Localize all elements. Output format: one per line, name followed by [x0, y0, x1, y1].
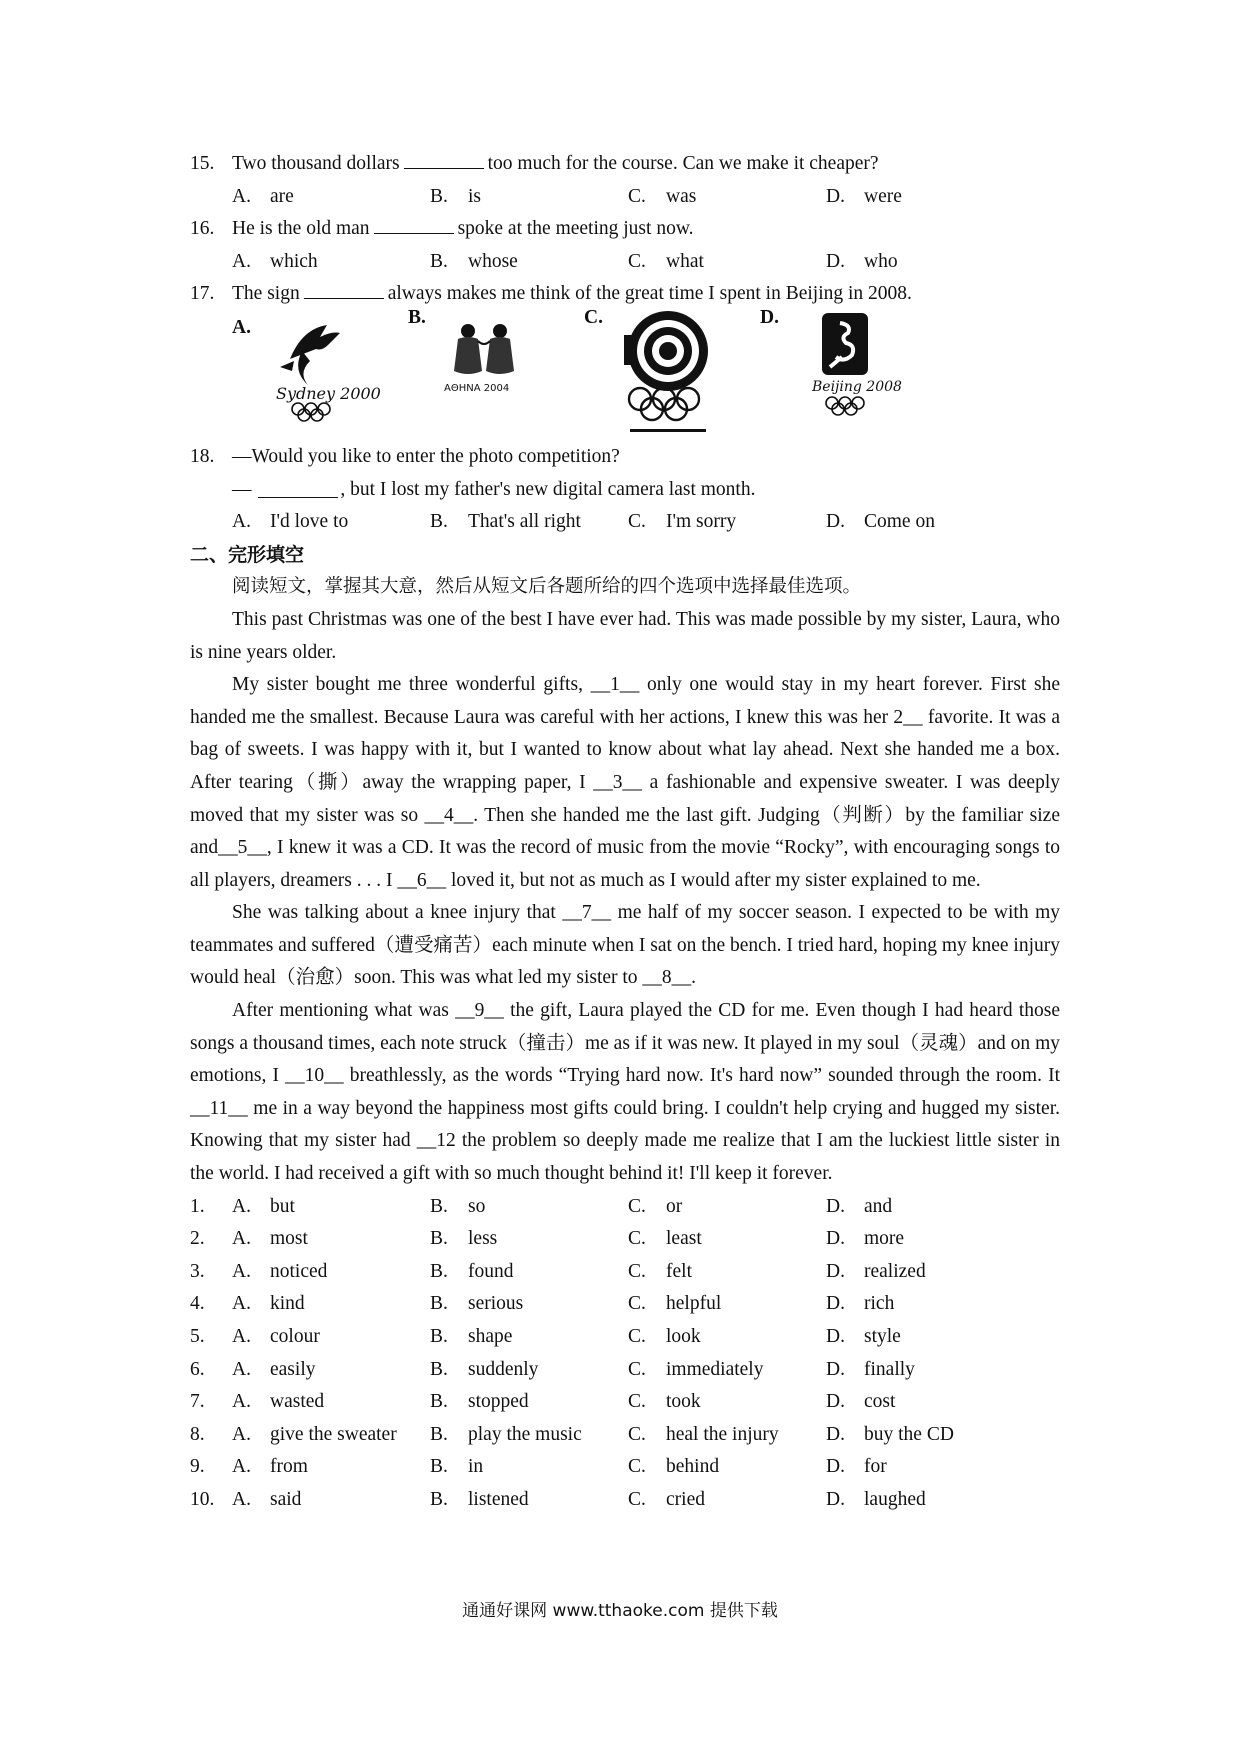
question-stem-post: always makes me think of the great time I spent in Beijing in 2008.	[387, 283, 912, 305]
item-number: 5.	[190, 1326, 205, 1347]
option-a: A. are	[232, 185, 294, 207]
answer-blank	[258, 477, 338, 498]
option-a: A. give the sweater	[232, 1423, 397, 1445]
option-d: D. Come on	[826, 511, 935, 533]
option-b: B. shape	[430, 1326, 513, 1347]
question-16	[190, 213, 1060, 246]
question-18-line-2: — , but I lost my father's new digital camera last month.	[232, 478, 756, 500]
question-stem-pre: The sign	[232, 283, 300, 305]
cloze-option-row	[190, 1419, 1060, 1452]
question-18-options	[190, 506, 1060, 539]
option-c: C. took	[628, 1391, 701, 1413]
item-number: 8.	[190, 1423, 205, 1445]
option-b: B. serious	[430, 1293, 524, 1315]
option-b: B. so	[430, 1195, 486, 1217]
athens-2004-mascots-icon	[408, 311, 568, 441]
option-b: B. in	[430, 1456, 484, 1478]
option-d: D. and	[826, 1195, 893, 1217]
section-title: 二、完形填空	[190, 543, 305, 566]
answer-blank	[304, 278, 384, 299]
exam-page	[190, 148, 1060, 1517]
option-d: D. realized	[826, 1260, 926, 1282]
option-c: C. immediately	[628, 1358, 764, 1380]
answer-blank	[404, 148, 484, 169]
seoul-1988-logo-icon	[584, 311, 744, 441]
question-stem-pre: He is the old man	[232, 218, 370, 240]
option-a: A. colour	[232, 1326, 320, 1347]
option-c: C. heal the injury	[628, 1423, 779, 1445]
logo-option-c: C.	[584, 311, 744, 441]
option-c: C. felt	[628, 1260, 692, 1282]
olympic-logo-options	[232, 306, 1060, 441]
option-c: C. or	[628, 1195, 683, 1217]
item-number: 3.	[190, 1260, 205, 1282]
option-a: A. said	[232, 1488, 302, 1510]
cloze-option-row	[190, 1191, 1060, 1224]
option-d: D. buy the CD	[826, 1423, 954, 1445]
question-number: 17.	[190, 283, 215, 305]
cloze-option-row	[190, 1451, 1060, 1484]
question-15	[190, 148, 1060, 181]
question-number: 16.	[190, 218, 215, 240]
question-16-options	[190, 246, 1060, 279]
option-d: D. style	[826, 1326, 901, 1347]
logo-option-b: B. AΘHNA 2004	[408, 311, 568, 441]
item-number: 4.	[190, 1293, 205, 1315]
svg-text:AΘHNA 2004: AΘHNA 2004	[444, 382, 510, 394]
logo-option-d: D. Beijing 2008	[760, 311, 920, 441]
passage-paragraph-2: My sister bought me three wonderful gifts, __1__ only one would stay in my heart forever. First she handed me the smallest. Because Laura was careful with her actions, I knew this was her 2__ favorite. It was a bag of sweets. I was happy with it, but I wanted to know about what lay ahead. Next she handed me a box. After tearing（撕）away the wrapping paper, I __3__ a fashionable and expensive sweater. I was deeply moved that my sister was so __4__. Then she handed me the last gift. Judging（判断）by the familiar size and__5__, I knew it was a CD. It was the record of music from the movie “Rocky”, with encouraging songs to all players, dreamers . . . I __6__ loved it, but not as much as I would after my sister explained to me.	[190, 674, 1060, 891]
option-d: D. rich	[826, 1293, 895, 1315]
option-d: D. more	[826, 1228, 905, 1250]
question-18	[190, 441, 1060, 474]
question-number: 18.	[190, 445, 215, 467]
option-d: D. were	[826, 185, 902, 207]
sydney-2000-logo-icon	[232, 311, 392, 441]
option-c: C. was	[628, 185, 697, 207]
option-a: A. but	[232, 1195, 295, 1217]
item-number: 6.	[190, 1358, 205, 1380]
option-a: A. wasted	[232, 1391, 325, 1413]
cloze-option-row	[190, 1354, 1060, 1387]
question-stem-pre: Two thousand dollars	[232, 153, 400, 174]
svg-text:Beijing 2008: Beijing 2008	[812, 378, 902, 395]
option-c: C. cried	[628, 1488, 705, 1510]
question-stem-post: too much for the course. Can we make it cheaper?	[487, 153, 879, 174]
question-number: 15.	[190, 153, 215, 174]
option-b: B. stopped	[430, 1391, 529, 1413]
option-c: C. helpful	[628, 1293, 722, 1315]
item-number: 1.	[190, 1195, 205, 1217]
passage-paragraph-4: After mentioning what was __9__ the gift, Laura played the CD for me. Even though I had heard those songs a thousand times, each note struck（撞击）me as if it was new. It played in my soul（灵魂）and on my emotions, I __10__ breathlessly, as the words “Trying hard now. It's hard now” sounded through the room. It __11__ me in a way beyond the happiness most gifts could bring. I couldn't help crying and hugged my sister. Knowing that my sister had __12 the problem so deeply made me realize that I am the luckiest little sister in the world. I had received a gift with so much thought behind it! I'll keep it forever.	[190, 1000, 1060, 1185]
option-d: D. finally	[826, 1358, 915, 1380]
cloze-options-list	[190, 1191, 1060, 1517]
cloze-option-row	[190, 1223, 1060, 1256]
option-b: B. play the music	[430, 1423, 582, 1445]
cloze-option-row	[190, 1288, 1060, 1321]
option-c: C. I'm sorry	[628, 511, 737, 533]
option-b: B. That's all right	[430, 511, 581, 533]
option-b: B. listened	[430, 1488, 529, 1510]
option-a: A. noticed	[232, 1260, 328, 1282]
cloze-option-row	[190, 1256, 1060, 1289]
beijing-2008-logo-icon	[760, 311, 920, 441]
cloze-option-row	[190, 1321, 1060, 1354]
option-d: D. for	[826, 1456, 887, 1478]
option-c: C. behind	[628, 1456, 720, 1478]
option-c: C. what	[628, 250, 704, 272]
item-number: 2.	[190, 1228, 205, 1250]
option-a: A. which	[232, 250, 318, 272]
option-a: A. I'd love to	[232, 511, 349, 533]
item-number: 10.	[190, 1488, 215, 1510]
option-d: D. who	[826, 250, 898, 272]
dialogue-line-1: —Would you like to enter the photo competition?	[232, 445, 620, 467]
question-17	[190, 278, 1060, 311]
section-instruction: 阅读短文，掌握其大意，然后从短文后各题所给的四个选项中选择最佳选项。	[232, 576, 862, 598]
item-number: 7.	[190, 1391, 205, 1413]
question-15-options	[190, 181, 1060, 214]
option-c: C. least	[628, 1228, 702, 1250]
passage-paragraph-3: She was talking about a knee injury that __7__ me half of my soccer season. I expected to be with my teammates and suffered（遭受痛苦）each minute when I sat on the bench. I tried hard, hoping my knee injury would heal（治愈）soon. This was what led my sister to __8__.	[190, 902, 1060, 989]
option-b: B. less	[430, 1228, 498, 1250]
item-number: 9.	[190, 1456, 205, 1478]
option-a: A. kind	[232, 1293, 305, 1315]
option-a: A. from	[232, 1456, 308, 1478]
option-d: D. cost	[826, 1391, 896, 1413]
option-c: C. look	[628, 1326, 701, 1347]
passage-paragraph-1: This past Christmas was one of the best I have ever had. This was made possible by my sister, Laura, who is nine years older.	[190, 608, 1060, 663]
cloze-option-row	[190, 1484, 1060, 1517]
question-stem-post: spoke at the meeting just now.	[457, 218, 694, 240]
answer-blank	[374, 213, 454, 234]
cloze-option-row	[190, 1386, 1060, 1419]
option-b: B. whose	[430, 250, 518, 272]
option-b: B. suddenly	[430, 1358, 539, 1380]
logo-option-a: A. Sydney 2000	[232, 311, 392, 441]
option-a: A. most	[232, 1228, 308, 1250]
option-a: A. easily	[232, 1358, 316, 1380]
footer-credit: 通通好课网 www.tthaoke.com 提供下载	[462, 1601, 778, 1621]
option-b: B. is	[430, 185, 482, 207]
option-b: B. found	[430, 1260, 514, 1282]
svg-text:Sydney 2000: Sydney 2000	[276, 383, 381, 403]
option-d: D. laughed	[826, 1488, 926, 1510]
